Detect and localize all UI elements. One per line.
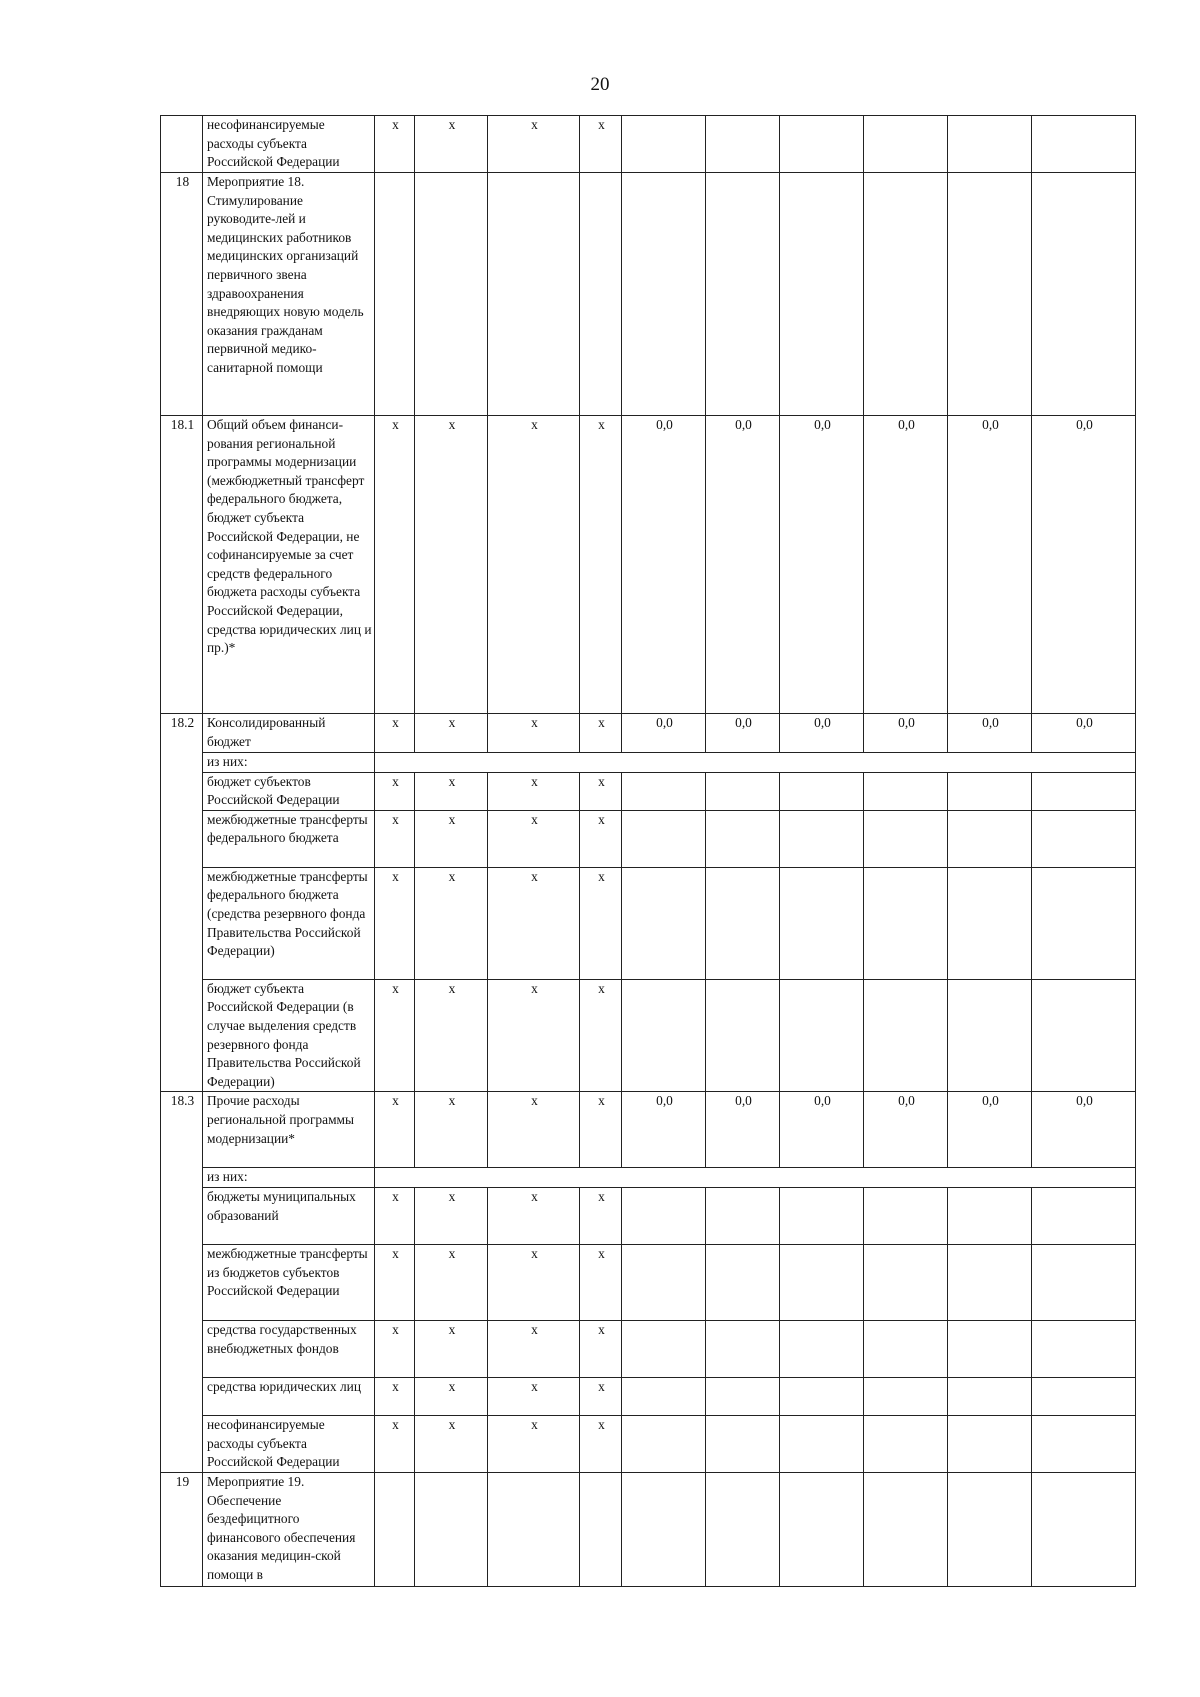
empty-cell bbox=[1032, 1320, 1136, 1377]
empty-cell bbox=[780, 116, 864, 173]
value-cell: 0,0 bbox=[706, 1092, 780, 1168]
table-row bbox=[161, 416, 1136, 714]
empty-cell bbox=[706, 1244, 780, 1320]
value-cell: 0,0 bbox=[622, 714, 706, 753]
x-mark: х bbox=[580, 979, 622, 1092]
empty-cell bbox=[948, 116, 1032, 173]
table-row bbox=[161, 810, 1136, 867]
table-row bbox=[161, 173, 1136, 416]
value-cell: 0,0 bbox=[948, 714, 1032, 753]
empty-cell bbox=[622, 979, 706, 1092]
x-mark: х bbox=[580, 1092, 622, 1168]
x-mark: х bbox=[375, 1377, 415, 1415]
x-mark: х bbox=[580, 1377, 622, 1415]
empty-cell bbox=[622, 867, 706, 979]
empty-cell bbox=[864, 1320, 948, 1377]
x-mark: х bbox=[488, 1244, 580, 1320]
empty-cell bbox=[948, 1415, 1032, 1472]
x-mark: х bbox=[580, 714, 622, 753]
empty-cell bbox=[780, 1415, 864, 1472]
empty-cell bbox=[864, 867, 948, 979]
x-mark: х bbox=[580, 1415, 622, 1472]
row-name: средства юридических лиц bbox=[203, 1377, 375, 1415]
empty-cell bbox=[622, 810, 706, 867]
empty-cell bbox=[622, 116, 706, 173]
table-row bbox=[161, 1415, 1136, 1472]
table-row bbox=[161, 1244, 1136, 1320]
empty-cell bbox=[622, 1415, 706, 1472]
empty-cell bbox=[706, 979, 780, 1092]
x-mark: х bbox=[580, 416, 622, 714]
row-name: бюджеты муниципальных образований bbox=[203, 1187, 375, 1244]
x-mark: х bbox=[415, 116, 488, 173]
x-mark: х bbox=[580, 810, 622, 867]
empty-cell bbox=[622, 1472, 706, 1586]
value-cell: 0,0 bbox=[864, 1092, 948, 1168]
table-row bbox=[161, 1187, 1136, 1244]
empty-cell bbox=[488, 173, 580, 416]
value-cell: 0,0 bbox=[864, 416, 948, 714]
page-number: 20 bbox=[590, 74, 610, 95]
x-mark: х bbox=[580, 116, 622, 173]
x-mark: х bbox=[415, 1320, 488, 1377]
row-name: Прочие расходы региональной программы модернизации* bbox=[203, 1092, 375, 1168]
empty-cell bbox=[415, 1472, 488, 1586]
empty-cell bbox=[948, 810, 1032, 867]
value-cell: 0,0 bbox=[948, 1092, 1032, 1168]
value-cell: 0,0 bbox=[780, 1092, 864, 1168]
table-row bbox=[161, 753, 1136, 773]
empty-cell bbox=[706, 772, 780, 810]
empty-cell bbox=[1032, 810, 1136, 867]
value-cell: 0,0 bbox=[864, 714, 948, 753]
value-cell: 0,0 bbox=[622, 416, 706, 714]
x-mark: х bbox=[415, 979, 488, 1092]
empty-cell bbox=[706, 810, 780, 867]
empty-cell bbox=[1032, 867, 1136, 979]
row-name: Мероприятие 19. Обеспечение бездефицитного финансового обеспечения оказания медицин-ской помощи в bbox=[203, 1472, 375, 1586]
x-mark: х bbox=[375, 116, 415, 173]
empty-cell bbox=[864, 979, 948, 1092]
row-name: средства государственных внебюджетных фондов bbox=[203, 1320, 375, 1377]
empty-cell bbox=[780, 1472, 864, 1586]
x-mark: х bbox=[488, 1377, 580, 1415]
value-cell: 0,0 bbox=[706, 416, 780, 714]
row-name: межбюджетные трансферты из бюджетов субъектов Российской Федерации bbox=[203, 1244, 375, 1320]
empty-cell bbox=[780, 1320, 864, 1377]
empty-cell bbox=[375, 173, 415, 416]
empty-cell bbox=[415, 173, 488, 416]
value-cell: 0,0 bbox=[780, 714, 864, 753]
value-cell: 0,0 bbox=[1032, 714, 1136, 753]
x-mark: х bbox=[488, 772, 580, 810]
empty-cell bbox=[780, 173, 864, 416]
x-mark: х bbox=[488, 1187, 580, 1244]
empty-cell bbox=[580, 1472, 622, 1586]
x-mark: х bbox=[375, 979, 415, 1092]
x-mark: х bbox=[488, 1092, 580, 1168]
empty-cell bbox=[1032, 1472, 1136, 1586]
x-mark: х bbox=[415, 1092, 488, 1168]
x-mark: х bbox=[375, 1187, 415, 1244]
x-mark: х bbox=[375, 867, 415, 979]
empty-cell bbox=[864, 810, 948, 867]
row-name: несофинансируемые расходы субъекта Российской Федерации bbox=[203, 116, 375, 173]
empty-cell bbox=[706, 116, 780, 173]
row-number: 18.1 bbox=[161, 416, 203, 714]
empty-cell bbox=[1032, 173, 1136, 416]
x-mark: х bbox=[488, 1320, 580, 1377]
empty-cell bbox=[706, 1377, 780, 1415]
empty-cell bbox=[580, 173, 622, 416]
empty-cell bbox=[622, 772, 706, 810]
empty-cell bbox=[706, 1472, 780, 1586]
table-row bbox=[161, 714, 1136, 753]
empty-cell bbox=[706, 867, 780, 979]
empty-cell bbox=[1032, 1187, 1136, 1244]
table-row bbox=[161, 1092, 1136, 1168]
empty-cell bbox=[622, 1377, 706, 1415]
x-mark: х bbox=[488, 810, 580, 867]
empty-cell bbox=[488, 1472, 580, 1586]
financing-table bbox=[160, 115, 1136, 1587]
x-mark: х bbox=[375, 416, 415, 714]
table-row bbox=[161, 1168, 1136, 1188]
value-cell: 0,0 bbox=[1032, 1092, 1136, 1168]
x-mark: х bbox=[375, 1320, 415, 1377]
x-mark: х bbox=[415, 772, 488, 810]
x-mark: х bbox=[415, 416, 488, 714]
x-mark: х bbox=[375, 810, 415, 867]
x-mark: х bbox=[375, 714, 415, 753]
x-mark: х bbox=[375, 772, 415, 810]
empty-cell bbox=[1032, 772, 1136, 810]
table-row bbox=[161, 772, 1136, 810]
table-row bbox=[161, 116, 1136, 173]
empty-span-cell bbox=[375, 1168, 1136, 1188]
table-row bbox=[161, 1320, 1136, 1377]
x-mark: х bbox=[580, 772, 622, 810]
empty-cell bbox=[948, 867, 1032, 979]
row-name: межбюджетные трансферты федерального бюджета bbox=[203, 810, 375, 867]
empty-span-cell bbox=[375, 753, 1136, 773]
value-cell: 0,0 bbox=[622, 1092, 706, 1168]
table-row bbox=[161, 867, 1136, 979]
empty-cell bbox=[622, 1320, 706, 1377]
empty-cell bbox=[948, 979, 1032, 1092]
x-mark: х bbox=[488, 1415, 580, 1472]
empty-cell bbox=[1032, 1244, 1136, 1320]
empty-cell bbox=[622, 1187, 706, 1244]
row-number-cell bbox=[161, 116, 203, 173]
empty-cell bbox=[780, 1244, 864, 1320]
empty-cell bbox=[375, 1472, 415, 1586]
empty-cell bbox=[864, 1244, 948, 1320]
empty-cell bbox=[864, 116, 948, 173]
empty-cell bbox=[780, 1377, 864, 1415]
empty-cell bbox=[864, 1472, 948, 1586]
row-number: 18.3 bbox=[161, 1092, 203, 1473]
empty-cell bbox=[706, 1415, 780, 1472]
x-mark: х bbox=[488, 416, 580, 714]
empty-cell bbox=[780, 772, 864, 810]
empty-cell bbox=[864, 1377, 948, 1415]
subheader-label: из них: bbox=[203, 753, 375, 773]
subheader-label: из них: bbox=[203, 1168, 375, 1188]
table-row bbox=[161, 979, 1136, 1092]
x-mark: х bbox=[488, 714, 580, 753]
empty-cell bbox=[706, 1320, 780, 1377]
value-cell: 0,0 bbox=[780, 416, 864, 714]
table-row bbox=[161, 1377, 1136, 1415]
row-name: Общий объем финанси-рования региональной программы модернизации (межбюджетный трансферт федерального бюджета, бюджет субъекта Российской Федерации, не софинансируемые за счет средств федерального бюджета расходы субъекта Российской Федерации, средства юридических лиц и пр.)* bbox=[203, 416, 375, 714]
empty-cell bbox=[948, 1377, 1032, 1415]
row-number: 19 bbox=[161, 1472, 203, 1586]
x-mark: х bbox=[580, 1320, 622, 1377]
empty-cell bbox=[864, 1415, 948, 1472]
empty-cell bbox=[948, 1472, 1032, 1586]
x-mark: х bbox=[415, 1377, 488, 1415]
row-name: Мероприятие 18. Стимулирование руководите-лей и медицинских работников медицинских организаций первичного звена здравоохранения внедряющих новую модель оказания гражданам первичной медико-санитарной помощи bbox=[203, 173, 375, 416]
x-mark: х bbox=[415, 810, 488, 867]
empty-cell bbox=[780, 810, 864, 867]
x-mark: х bbox=[488, 867, 580, 979]
value-cell: 0,0 bbox=[948, 416, 1032, 714]
empty-cell bbox=[1032, 1377, 1136, 1415]
empty-cell bbox=[948, 173, 1032, 416]
empty-cell bbox=[948, 1320, 1032, 1377]
row-number: 18 bbox=[161, 173, 203, 416]
x-mark: х bbox=[415, 867, 488, 979]
x-mark: х bbox=[488, 116, 580, 173]
x-mark: х bbox=[415, 1187, 488, 1244]
empty-cell bbox=[622, 173, 706, 416]
table-row bbox=[161, 1472, 1136, 1586]
x-mark: х bbox=[580, 867, 622, 979]
x-mark: х bbox=[375, 1092, 415, 1168]
value-cell: 0,0 bbox=[706, 714, 780, 753]
empty-cell bbox=[1032, 1415, 1136, 1472]
empty-cell bbox=[1032, 116, 1136, 173]
x-mark: х bbox=[488, 979, 580, 1092]
x-mark: х bbox=[375, 1415, 415, 1472]
empty-cell bbox=[864, 772, 948, 810]
empty-cell bbox=[706, 173, 780, 416]
row-name: несофинансируемые расходы субъекта Российской Федерации bbox=[203, 1415, 375, 1472]
value-cell: 0,0 bbox=[1032, 416, 1136, 714]
empty-cell bbox=[780, 979, 864, 1092]
row-name: бюджет субъектов Российской Федерации bbox=[203, 772, 375, 810]
x-mark: х bbox=[415, 1244, 488, 1320]
empty-cell bbox=[1032, 979, 1136, 1092]
empty-cell bbox=[948, 772, 1032, 810]
empty-cell bbox=[948, 1187, 1032, 1244]
row-name: межбюджетные трансферты федерального бюджета (средства резервного фонда Правительства Российской Федерации) bbox=[203, 867, 375, 979]
empty-cell bbox=[706, 1187, 780, 1244]
empty-cell bbox=[864, 173, 948, 416]
empty-cell bbox=[864, 1187, 948, 1244]
x-mark: х bbox=[375, 1244, 415, 1320]
row-number: 18.2 bbox=[161, 714, 203, 1092]
x-mark: х bbox=[580, 1244, 622, 1320]
row-name: Консолидированный бюджет bbox=[203, 714, 375, 753]
row-name: бюджет субъекта Российской Федерации (в случае выделения средств резервного фонда Правительства Российской Федерации) bbox=[203, 979, 375, 1092]
empty-cell bbox=[780, 1187, 864, 1244]
x-mark: х bbox=[580, 1187, 622, 1244]
empty-cell bbox=[948, 1244, 1032, 1320]
empty-cell bbox=[622, 1244, 706, 1320]
x-mark: х bbox=[415, 1415, 488, 1472]
x-mark: х bbox=[415, 714, 488, 753]
empty-cell bbox=[780, 867, 864, 979]
